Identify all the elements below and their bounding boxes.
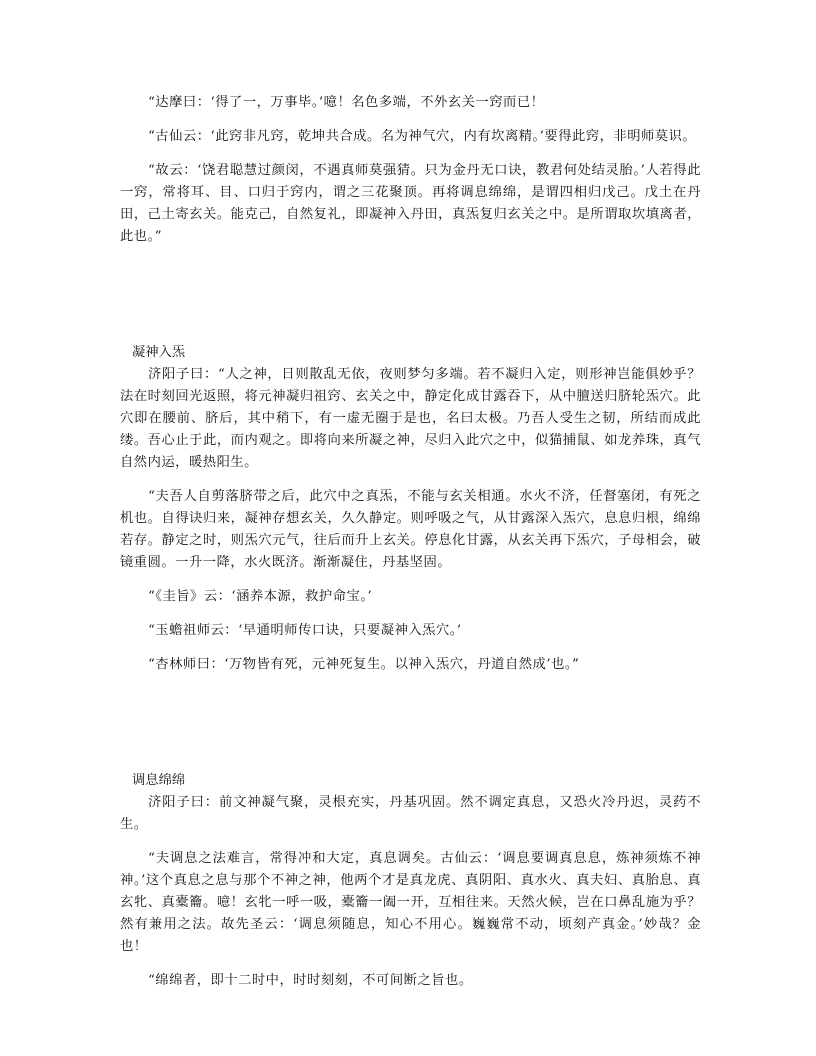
paragraph: “杏林师曰：‘万物皆有死，元神死复生。以神入炁穴，丹道自然成’也。” xyxy=(148,657,580,672)
section-heading: 调息绵绵 xyxy=(132,773,186,788)
section-ningshen xyxy=(120,342,701,676)
paragraph: “绵绵者，即十二时中，时时刻刻，不可间断之旨也。 xyxy=(148,973,473,988)
paragraph: “《圭旨》云：‘涵养本源，救护命宝。’ xyxy=(148,589,373,604)
paragraph: “夫吾人自剪落脐带之后，此穴中之真炁，不能与玄关相通。水火不济，任督塞闭，有死之机也。自得诀归来，凝神存想玄关，久久静定。则呼吸之气，从甘露深入炁穴，息息归根，绵绵若存。静定之时，则炁穴元气，往后而升上玄关。停息化甘露，从玄关再下炁穴，子母相会，破镜重圆。一升一降，水火既济。渐渐凝住，丹基坚固。 xyxy=(120,489,701,570)
paragraph: “故云：‘饶君聪慧过颜闵，不遇真师莫强猜。只为金丹无口诀，教君何处结灵胎。’人若得此一窍，常将耳、目、口归于窍内，谓之三花聚顶。再将调息绵绵，是谓四相归戊己。戊土在丹田，己土寄玄关。能克己，自然复礼，即凝神入丹田，真炁复归玄关之中。是所谓取坎填离者，此也。” xyxy=(120,163,701,244)
top-margin xyxy=(120,0,701,92)
section-intro xyxy=(120,92,701,248)
paragraph: “玉蟾祖师云：‘早通明师传口诀，只要凝神入炁穴。’ xyxy=(148,623,462,638)
paragraph: 济阳子曰：“人之神，日则散乱无依，夜则梦匀多端。若不凝归入定，则形神岂能俱妙乎？法在时刻回光返照，将元神凝归祖窍、玄关之中，静定化成甘露吞下，从中膻送归脐轮炁穴。此穴即在腰前、脐后，其中稍下，有一虚无圈于是也，名曰太极。乃吾人受生之韧，所结而成此缕。吾心止于此，而内观之。即将向来所凝之神，尽归入此穴之中，似猫捕鼠、如龙养珠，真气自然内运，暖热阳生。 xyxy=(120,367,701,470)
paragraph: “夫调息之法难言，常得冲和大定，真息调矣。古仙云：‘调息要调真息息，炼神须炼不神神。’这个真息之息与那个不神之神，他两个才是真龙虎、真阴阳、真水火、真夫妇、真胎息、真玄牝、真橐籥。噫！玄牝一呼一吸，橐籥一阖一开，互相往来。天然火候，岂在口鼻乱施为乎？然有兼用之法。故先圣云：‘调息须随息，知心不用心。巍巍常不动，顷刻产真金。’妙哉？金也！ xyxy=(120,851,701,954)
paragraph: “达摩曰：‘得了一，万事毕。’噫！名色多端，不外玄关一窍而已！ xyxy=(148,95,545,110)
paragraph: “古仙云：‘此窍非凡窍，乾坤共合成。名为神气穴，内有坎离精。’要得此窍，非明师莫识。 xyxy=(148,129,697,144)
section-heading: 凝神入炁 xyxy=(132,345,186,360)
paragraph: 济阳子曰：前文神凝气聚，灵根充实，丹基巩固。然不调定真息，又恐火冷丹迟，灵药不生。 xyxy=(120,795,701,832)
section-tiaoxi xyxy=(120,770,701,992)
